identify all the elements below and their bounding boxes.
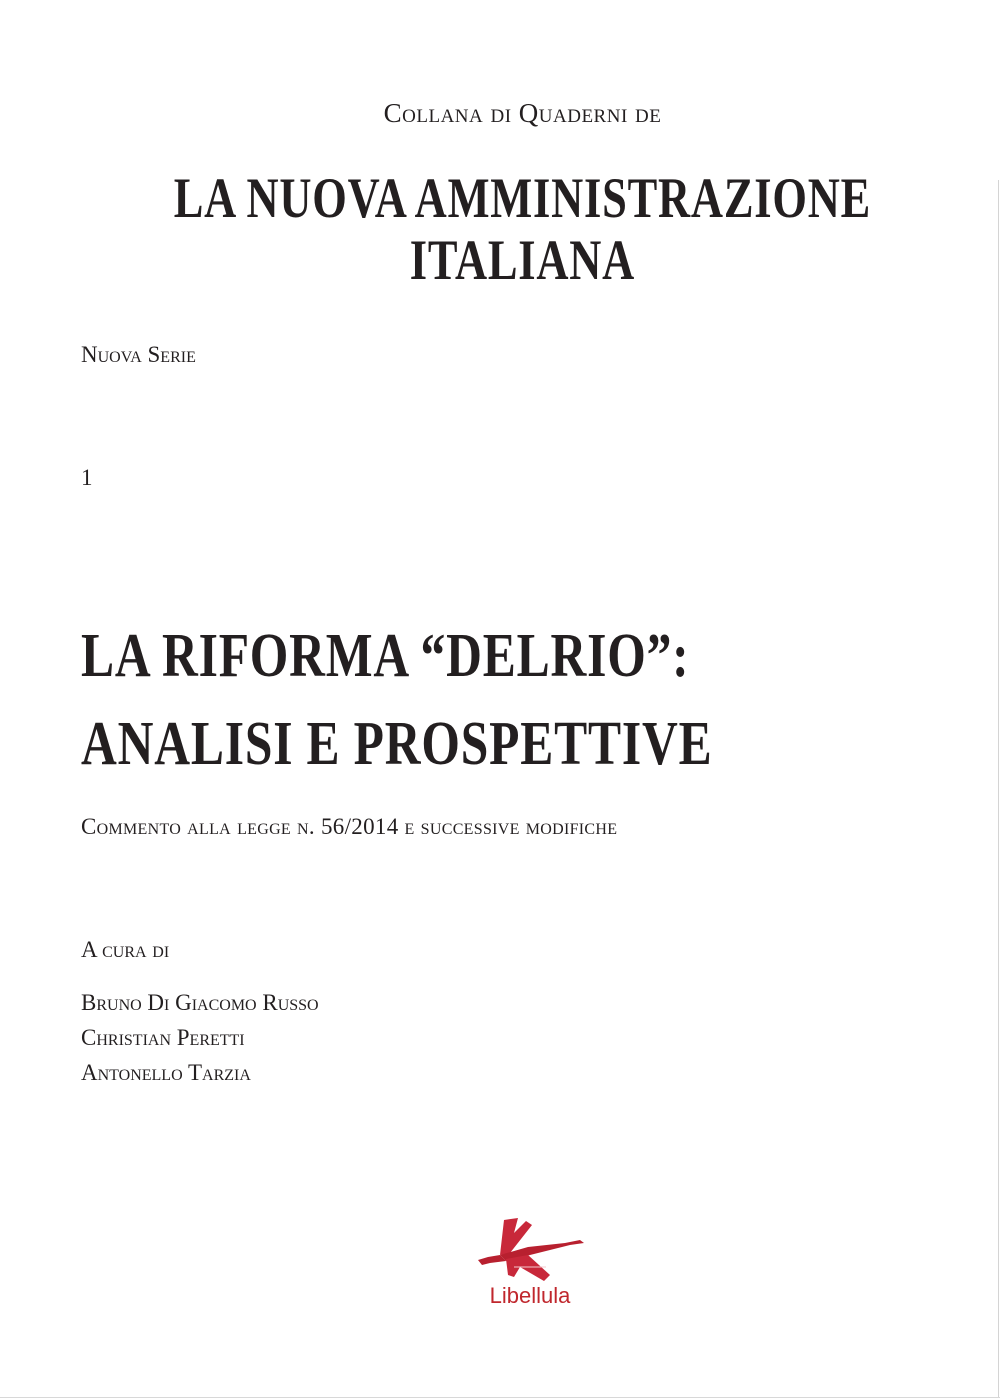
- editor-name: Christian Peretti: [81, 1025, 245, 1050]
- book-subtitle: Commento alla legge n. 56/2014 e successive modifiche: [81, 814, 618, 839]
- editor-name: Antonello Tarzia: [81, 1060, 251, 1085]
- page-edge-right: [998, 180, 999, 1398]
- publisher-name: Libellula: [489, 1283, 571, 1308]
- book-title-line2: ANALISI E PROSPETTIVE: [81, 710, 713, 778]
- volume-number: 1: [81, 465, 93, 490]
- series-name: Nuova Serie: [81, 342, 196, 367]
- editors-label: A cura di: [81, 937, 170, 962]
- collection-label: Collana di Quaderni de: [383, 98, 662, 128]
- collection-title: [115, 168, 930, 292]
- collection-title-line2: ITALIANA: [409, 229, 636, 292]
- dragonfly-icon: [470, 1215, 590, 1281]
- editor-name: Bruno Di Giacomo Russo: [81, 990, 319, 1015]
- book-title: [81, 612, 712, 788]
- page-edge-bottom: [0, 1397, 1000, 1398]
- publisher-logo: [470, 1215, 590, 1325]
- book-title-line1: LA RIFORMA “DELRIO”:: [81, 622, 690, 690]
- collection-title-line1: LA NUOVA AMMINISTRAZIONE: [173, 167, 872, 230]
